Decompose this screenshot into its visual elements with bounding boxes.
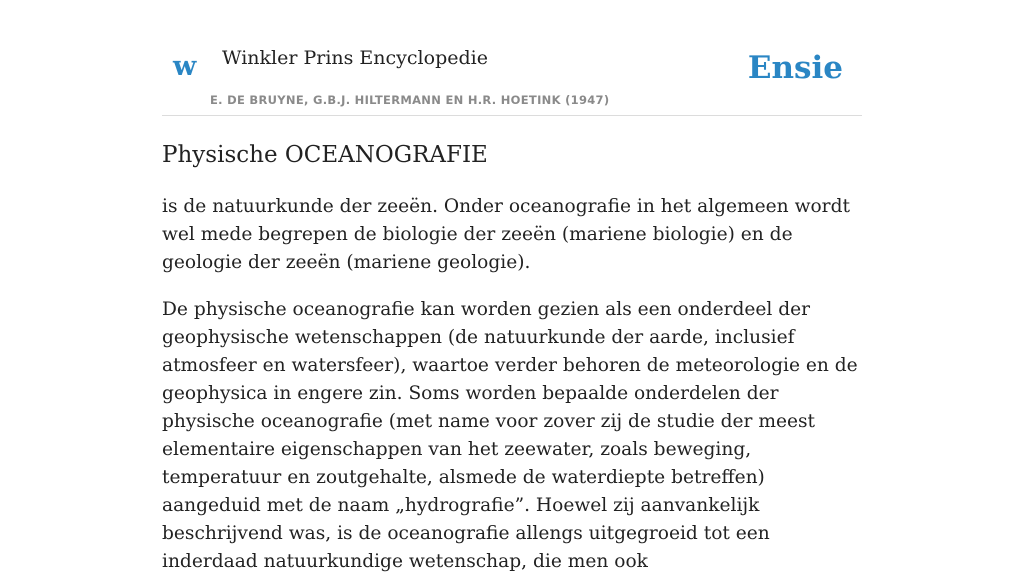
article-paragraph-2: De physische oceanografie kan worden gezien als een onderdeel der geophysische wetenschappen (de natuurkunde der aarde, inclusief atmosfeer en watersfeer), waartoe verder behoren de meteorologie en de geophysica in engere zin. Soms worden bepaalde onderdelen der physische oceanografie (met name voor zover zij de studie der meest elementaire eigenschappen van het zeewater, zoals beweging, temperatuur en zoutgehalte, alsmede de waterdiepte betreffen) aangeduid met de naam „hydrografie”. Hoewel zij aanvankelijk beschrijvend was, is de oceanografie allengs uitgegroeid tot een inderdaad natuurkundige wetenschap, die men ook xyxy=(162,298,858,572)
article-title: Physische OCEANOGRAFIE xyxy=(162,142,488,168)
article-paragraph-1: is de natuurkunde der zeeën. Onder oceanografie in het algemeen wordt wel mede begrepen de biologie der zeeën (mariene biologie) en de geologie der zeeën (mariene geologie). xyxy=(162,195,850,273)
site-title[interactable]: Winkler Prins Encyclopedie xyxy=(222,47,488,69)
ensie-logo[interactable]: Ensie xyxy=(747,50,843,86)
authors-line: E. DE BRUYNE, G.B.J. HILTERMANN EN H.R. HOETINK (1947) xyxy=(210,93,610,107)
winkler-prins-logo[interactable]: w xyxy=(173,51,197,82)
header xyxy=(162,0,862,116)
page xyxy=(162,0,862,576)
